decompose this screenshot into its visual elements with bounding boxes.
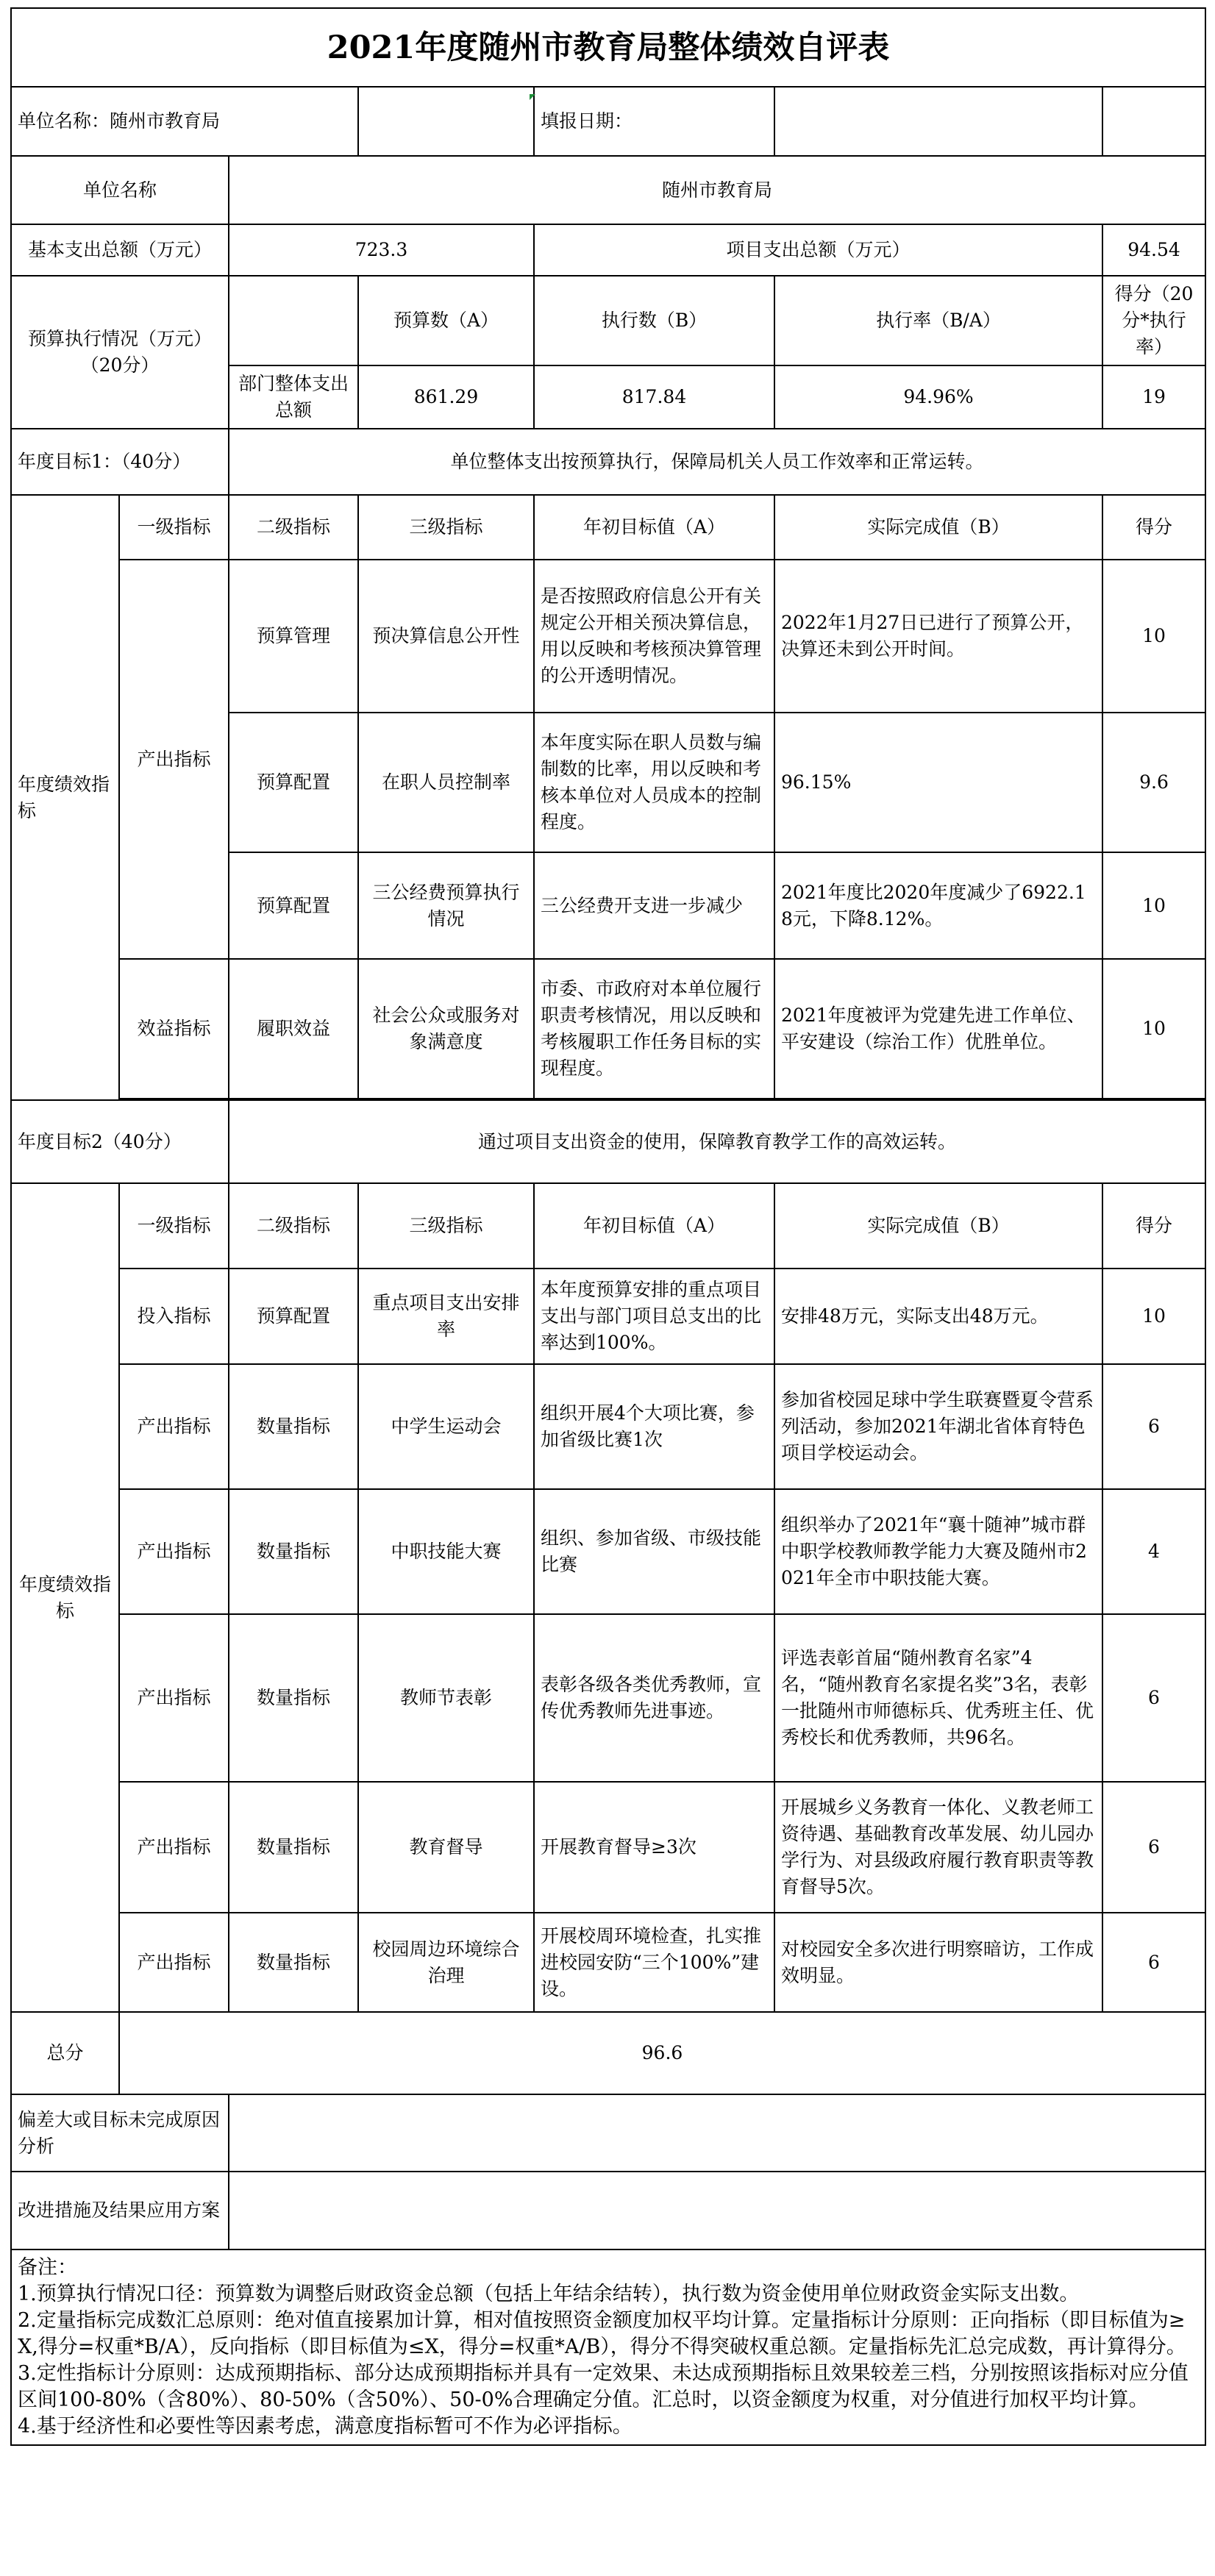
- table-row: [11, 1364, 1205, 1489]
- header-level3: 三级指标: [358, 1183, 534, 1269]
- actual-cell: 2021年度被评为党建先进工作单位、平安建设（综治工作）优胜单位。: [774, 959, 1102, 1099]
- exec-rate-header: 执行率（B/A）: [774, 276, 1102, 365]
- project-expense-value: 94.54: [1102, 224, 1205, 276]
- header-level2: 二级指标: [229, 495, 358, 560]
- level2-cell: 数量指标: [229, 1489, 358, 1614]
- level2-cell: 预算配置: [229, 1269, 358, 1364]
- header-target: 年初目标值（A）: [534, 495, 774, 560]
- header-score: 得分: [1102, 495, 1205, 560]
- level3-cell: 教师节表彰: [358, 1614, 534, 1782]
- header-level1: 一级指标: [119, 495, 229, 560]
- note-item: 1.预算执行情况口径：预算数为调整后财政资金总额（包括上年结余结转），执行数为资金使用单位财政资金实际支出数。: [18, 2283, 1080, 2305]
- level3-cell: 教育督导: [358, 1782, 534, 1913]
- table-row: [11, 959, 1205, 1099]
- notes-heading: 备注：: [18, 2256, 77, 2279]
- level3-cell: 预决算信息公开性: [358, 560, 534, 713]
- exec-value: 817.84: [534, 365, 774, 429]
- table-row: [11, 560, 1205, 713]
- evaluation-table: [10, 7, 1206, 2446]
- budget-execution-label: 预算执行情况（万元）（20分）: [11, 276, 229, 429]
- blank-cell: [229, 276, 358, 365]
- level1-cell: 产出指标: [119, 1782, 229, 1913]
- date-label-cell: 填报日期：: [534, 87, 774, 156]
- level3-cell: 重点项目支出安排率: [358, 1269, 534, 1364]
- target-cell: 本年度预算安排的重点项目支出与部门项目总支出的比率达到100%。: [534, 1269, 774, 1364]
- level3-cell: 中职技能大赛: [358, 1489, 534, 1614]
- blank-cell: [1102, 87, 1205, 156]
- section2-label: 年度绩效指标: [11, 1183, 119, 2012]
- evaluation-sheet: [10, 7, 1205, 2446]
- header-level3: 三级指标: [358, 495, 534, 560]
- actual-cell: 组织举办了2021年“襄十随神”城市群中职学校教师教学能力大赛及随州市2021年全市中职技能大赛。: [774, 1489, 1102, 1614]
- table-row: [11, 1489, 1205, 1614]
- deviation-label: 偏差大或目标未完成原因分析: [11, 2094, 229, 2172]
- score-cell: 6: [1102, 1782, 1205, 1913]
- score-cell: 10: [1102, 1269, 1205, 1364]
- score-cell: 6: [1102, 1913, 1205, 2012]
- actual-cell: 对校园安全多次进行明察暗访，工作成效明显。: [774, 1913, 1102, 2012]
- level3-cell: 在职人员控制率: [358, 713, 534, 852]
- level2-cell: 数量指标: [229, 1614, 358, 1782]
- level3-cell: 中学生运动会: [358, 1364, 534, 1489]
- target-cell: 开展校周环境检查，扎实推进校园安防“三个100%”建设。: [534, 1913, 774, 2012]
- deviation-value: [229, 2094, 1205, 2172]
- score-cell: 10: [1102, 959, 1205, 1099]
- target-cell: 组织、参加省级、市级技能比赛: [534, 1489, 774, 1614]
- level2-cell: 数量指标: [229, 1782, 358, 1913]
- unit-name-label: 单位名称: [11, 156, 229, 224]
- budget-score-value: 19: [1102, 365, 1205, 429]
- notes-block: [11, 2249, 1205, 2445]
- unit-name-value: 随州市教育局: [229, 156, 1205, 224]
- level2-cell: 数量指标: [229, 1364, 358, 1489]
- table-row: [11, 1269, 1205, 1364]
- page-title: 2021年度随州市教育局整体绩效自评表: [11, 8, 1205, 87]
- target-cell: 三公经费开支进一步减少: [534, 852, 774, 959]
- score-cell: 6: [1102, 1364, 1205, 1489]
- total-value: 96.6: [119, 2012, 1205, 2094]
- improvement-label: 改进措施及结果应用方案: [11, 2172, 229, 2249]
- level2-cell: 数量指标: [229, 1913, 358, 2012]
- budget-num-header: 预算数（A）: [358, 276, 534, 365]
- header-score: 得分: [1102, 1183, 1205, 1269]
- level2-cell: 履职效益: [229, 959, 358, 1099]
- unit-label-cell: 单位名称：随州市教育局: [11, 87, 358, 156]
- level1-cell: 产出指标: [119, 560, 229, 959]
- header-level2: 二级指标: [229, 1183, 358, 1269]
- improvement-value: [229, 2172, 1205, 2249]
- target-cell: 组织开展4个大项比赛，参加省级比赛1次: [534, 1364, 774, 1489]
- table-row: [11, 1614, 1205, 1782]
- score-cell: 10: [1102, 560, 1205, 713]
- section1-label: 年度绩效指标: [11, 495, 119, 1100]
- actual-cell: 参加省校园足球中学生联赛暨夏令营系列活动，参加2021年湖北省体育特色项目学校运动会。: [774, 1364, 1102, 1489]
- budget-value: 861.29: [358, 365, 534, 429]
- total-label: 总分: [11, 2012, 119, 2094]
- level2-cell: 预算配置: [229, 852, 358, 959]
- score-cell: 10: [1102, 852, 1205, 959]
- exec-num-header: 执行数（B）: [534, 276, 774, 365]
- exec-rate-value: 94.96%: [774, 365, 1102, 429]
- goal1-label: 年度目标1：（40分）: [11, 429, 229, 495]
- level1-cell: 产出指标: [119, 1489, 229, 1614]
- level3-cell: 校园周边环境综合治理: [358, 1913, 534, 2012]
- header-actual: 实际完成值（B）: [774, 495, 1102, 560]
- goal1-text: 单位整体支出按预算执行，保障局机关人员工作效率和正常运转。: [229, 429, 1205, 495]
- level1-cell: 产出指标: [119, 1913, 229, 2012]
- date-value-cell: [774, 87, 1102, 156]
- actual-cell: 2021年度比2020年度减少了6922.18元，下降8.12%。: [774, 852, 1102, 959]
- actual-cell: 2022年1月27日已进行了预算公开，决算还未到公开时间。: [774, 560, 1102, 713]
- project-expense-label: 项目支出总额（万元）: [534, 224, 1102, 276]
- target-cell: 市委、市政府对本单位履行职责考核情况，用以反映和考核履职工作任务目标的实现程度。: [534, 959, 774, 1099]
- blank-cell: [358, 87, 534, 156]
- level3-cell: 社会公众或服务对象满意度: [358, 959, 534, 1099]
- target-cell: 表彰各级各类优秀教师，宣传优秀教师先进事迹。: [534, 1614, 774, 1782]
- actual-cell: 评选表彰首届“随州教育名家”4名，“随州教育名家提名奖”3名，表彰一批随州市师德标兵、优秀班主任、优秀校长和优秀教师，共96名。: [774, 1614, 1102, 1782]
- score-cell: 6: [1102, 1614, 1205, 1782]
- header-target: 年初目标值（A）: [534, 1183, 774, 1269]
- header-actual: 实际完成值（B）: [774, 1183, 1102, 1269]
- score-cell: 9.6: [1102, 713, 1205, 852]
- level2-cell: 预算配置: [229, 713, 358, 852]
- basic-expense-value: 723.3: [229, 224, 534, 276]
- target-cell: 开展教育督导≥3次: [534, 1782, 774, 1913]
- target-cell: 是否按照政府信息公开有关规定公开相关预决算信息，用以反映和考核预决算管理的公开透明情况。: [534, 560, 774, 713]
- level1-cell: 投入指标: [119, 1269, 229, 1364]
- header-level1: 一级指标: [119, 1183, 229, 1269]
- level1-cell: 效益指标: [119, 959, 229, 1099]
- score-cell: 4: [1102, 1489, 1205, 1614]
- table-row: [11, 1782, 1205, 1913]
- goal2-label: 年度目标2（40分）: [11, 1100, 229, 1183]
- note-item: 3.定性指标计分原则：达成预期指标、部分达成预期指标并具有一定效果、未达成预期指标且效果较差三档，分别按照该指标对应分值区间100-80%（含80%）、80-50%（含50%）、50-0%合理确定分值。汇总时，以资金额度为权重，对分值进行加权平均计算。: [18, 2362, 1189, 2411]
- goal2-text: 通过项目支出资金的使用，保障教育教学工作的高效运转。: [229, 1100, 1205, 1183]
- cell-comment-marker-icon: [530, 94, 535, 100]
- basic-expense-label: 基本支出总额（万元）: [11, 224, 229, 276]
- actual-cell: 安排48万元，实际支出48万元。: [774, 1269, 1102, 1364]
- note-item: 4.基于经济性和必要性等因素考虑，满意度指标暂可不作为必评指标。: [18, 2415, 633, 2438]
- note-item: 2.定量指标完成数汇总原则：绝对值直接累加计算，相对值按照资金额度加权平均计算。定量指标计分原则：正向指标（即目标值为≥X,得分=权重*B/A），反向指标（即目标值为≤X，得分=权重*A/B），得分不得突破权重总额。定量指标先汇总完成数，再计算得分。: [18, 2309, 1186, 2358]
- target-cell: 本年度实际在职人员数与编制数的比率，用以反映和考核本单位对人员成本的控制程度。: [534, 713, 774, 852]
- level1-cell: 产出指标: [119, 1364, 229, 1489]
- table-row: [11, 1913, 1205, 2012]
- score-formula-header: 得分（20分*执行率）: [1102, 276, 1205, 365]
- actual-cell: 96.15%: [774, 713, 1102, 852]
- level3-cell: 三公经费预算执行情况: [358, 852, 534, 959]
- level2-cell: 预算管理: [229, 560, 358, 713]
- actual-cell: 开展城乡义务教育一体化、义教老师工资待遇、基础教育改革发展、幼儿园办学行为、对县级政府履行教育职责等教育督导5次。: [774, 1782, 1102, 1913]
- dept-total-label: 部门整体支出总额: [229, 365, 358, 429]
- level1-cell: 产出指标: [119, 1614, 229, 1782]
